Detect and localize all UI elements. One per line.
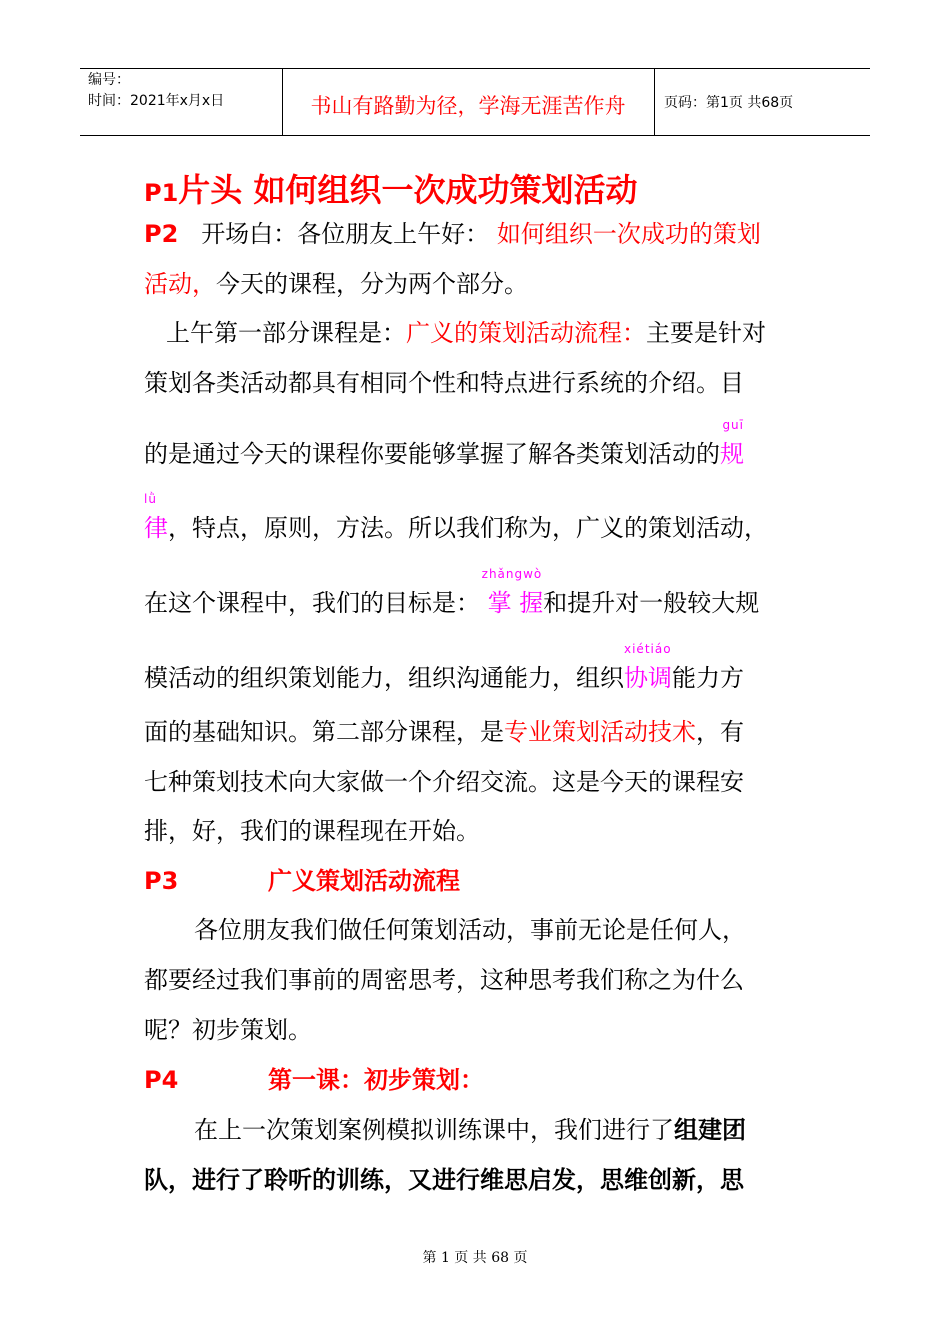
pinyin-annotation: guī xyxy=(722,418,744,432)
part1-text: 的是通过今天的课程你要能够掌握了解各类策划活动的 xyxy=(144,440,720,468)
p3-heading-line xyxy=(144,866,460,896)
part1-line-3 xyxy=(144,418,744,469)
part1-line-9: 排，好，我们的课程现在开始。 xyxy=(144,817,480,845)
p4-line-2 xyxy=(144,1165,744,1195)
annotated-char: 规 xyxy=(720,440,744,468)
p3-line-3: 呢？初步策划。 xyxy=(144,1016,312,1044)
p4-bold-text: 组建团 xyxy=(674,1116,746,1144)
annotated-word: 掌 握 xyxy=(487,589,544,617)
part1-line-7 xyxy=(144,717,744,747)
header-top-rule xyxy=(80,68,870,69)
p2-topic: 如何组织一次成功的策划 xyxy=(496,220,761,248)
part1-line-5 xyxy=(144,567,760,618)
part1-text: 面的基础知识。第二部分课程，是 xyxy=(144,718,504,746)
page-footer: 第 1 页 共 68 页 xyxy=(422,1250,528,1266)
part1-text: ，特点，原则，方法。所以我们称为，广义的策划活动， xyxy=(168,514,768,542)
part1-text: 和提升对一般较大规 xyxy=(543,589,760,617)
p2-line-2 xyxy=(144,269,528,299)
p2-topic-end: 活动， xyxy=(144,270,216,298)
header-divider xyxy=(654,68,655,135)
part1-text: 上午第一部分课程是： xyxy=(166,319,406,347)
part1-highlight: 专业策划活动技术 xyxy=(504,718,696,746)
header-meta xyxy=(88,70,224,112)
pinyin-annotated-word xyxy=(720,418,744,469)
part1-text: 在这个课程中，我们的目标是： xyxy=(144,589,480,617)
header-page-info: 页码：第1页 共68页 xyxy=(664,95,794,111)
p2-intro: 开场白：各位朋友上午好： xyxy=(201,220,490,248)
part1-text: 模活动的组织策划能力，组织沟通能力，组织 xyxy=(144,664,624,692)
header-number-label: 编号： xyxy=(88,72,130,88)
section-tag-p2: P2 xyxy=(144,220,179,248)
p4-heading: 第一课：初步策划： xyxy=(268,1066,484,1094)
page-title xyxy=(144,165,637,211)
pinyin-annotated-word xyxy=(624,642,672,693)
p3-line-2: 都要经过我们事前的周密思考，这种思考我们称之为什么 xyxy=(144,966,744,994)
annotated-char: 律 xyxy=(144,514,168,542)
p4-text: 在上一次策划案例模拟训练课中，我们进行了 xyxy=(194,1116,674,1144)
p3-line-1: 各位朋友我们做任何策划活动，事前无论是任何人， xyxy=(194,916,746,944)
section-tag-p3: P3 xyxy=(144,867,179,895)
pinyin-annotation: zhǎngwò xyxy=(481,567,543,581)
part1-text: 主要是针对 xyxy=(646,319,766,347)
part1-text: 能力方 xyxy=(672,664,744,692)
header-time-label: 时间：2021年x月x日 xyxy=(88,93,225,109)
part1-line-6 xyxy=(144,642,744,693)
pinyin-annotation: xiétiáo xyxy=(624,642,672,656)
part1-highlight: 广义的策划活动流程： xyxy=(406,319,646,347)
pinyin-annotated-word xyxy=(481,567,544,618)
pinyin-annotated-word xyxy=(144,492,168,543)
p2-line-1 xyxy=(144,219,761,249)
header-bottom-rule xyxy=(80,135,870,136)
part1-line-4 xyxy=(144,492,768,543)
p4-heading-line xyxy=(144,1065,484,1095)
part1-line-1 xyxy=(166,318,766,348)
p4-line-1 xyxy=(194,1115,746,1145)
p3-heading: 广义策划活动流程 xyxy=(268,867,460,895)
pinyin-annotation: lǜ xyxy=(144,492,157,506)
section-tag-p4: P4 xyxy=(144,1066,179,1094)
p2-rest: 今天的课程，分为两个部分。 xyxy=(216,270,528,298)
p4-bold-text: 队，进行了聆听的训练，又进行维思启发，思维创新，思 xyxy=(144,1166,744,1194)
annotated-word: 协调 xyxy=(624,664,672,692)
part1-line-8: 七种策划技术向大家做一个介绍交流。这是今天的课程安 xyxy=(144,768,744,796)
part1-text: ，有 xyxy=(696,718,744,746)
header-motto: 书山有路勤为径，学海无涯苦作舟 xyxy=(310,94,626,118)
part1-line-2: 策划各类活动都具有相同个性和特点进行系统的介绍。目 xyxy=(144,369,744,397)
title-tag: P1 xyxy=(144,179,179,207)
title-text: 片头 如何组织一次成功策划活动 xyxy=(178,171,638,209)
